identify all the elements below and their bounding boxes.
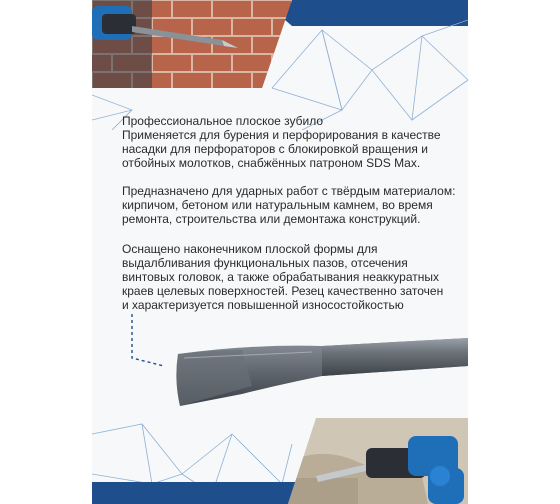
text-line: выдалбливания функциональных пазов, отсечения [122, 256, 408, 270]
text-line: и характеризуется повышенной износостойкостью [122, 298, 404, 312]
text-line: винтовых головок, а также обрабатывания неаккуратных [122, 270, 439, 284]
text-line: ремонта, строительства или демонтажа конструкций. [122, 212, 421, 226]
bottom-photo-chiselling-wall [288, 418, 468, 504]
paragraph-1 [122, 114, 462, 170]
text-line: кирпичом, бетоном или натуральным камнем, во время [122, 198, 433, 212]
text-line: Предназначено для ударных работ с твёрдым материалом: [122, 184, 456, 198]
decor-mesh-top [92, 0, 468, 130]
product-card [92, 0, 468, 504]
chisel-image [92, 310, 468, 420]
text-line: насадки для перфораторов с блокировкой вращения и [122, 142, 428, 156]
dashed-leader [132, 314, 164, 366]
paragraph-2 [122, 184, 462, 226]
text-line: Оснащено наконечником плоской формы для [122, 242, 378, 256]
paragraph-3 [122, 242, 462, 312]
text-line: Профессиональное плоское зубило [122, 114, 324, 128]
text-line: краев целевых поверхностей. Резец качественно заточен [122, 284, 444, 298]
text-line: отбойных молотков, снабжённых патроном SDS Max. [122, 156, 421, 170]
text-line: Применяется для бурения и перфорирования в качестве [122, 128, 441, 142]
